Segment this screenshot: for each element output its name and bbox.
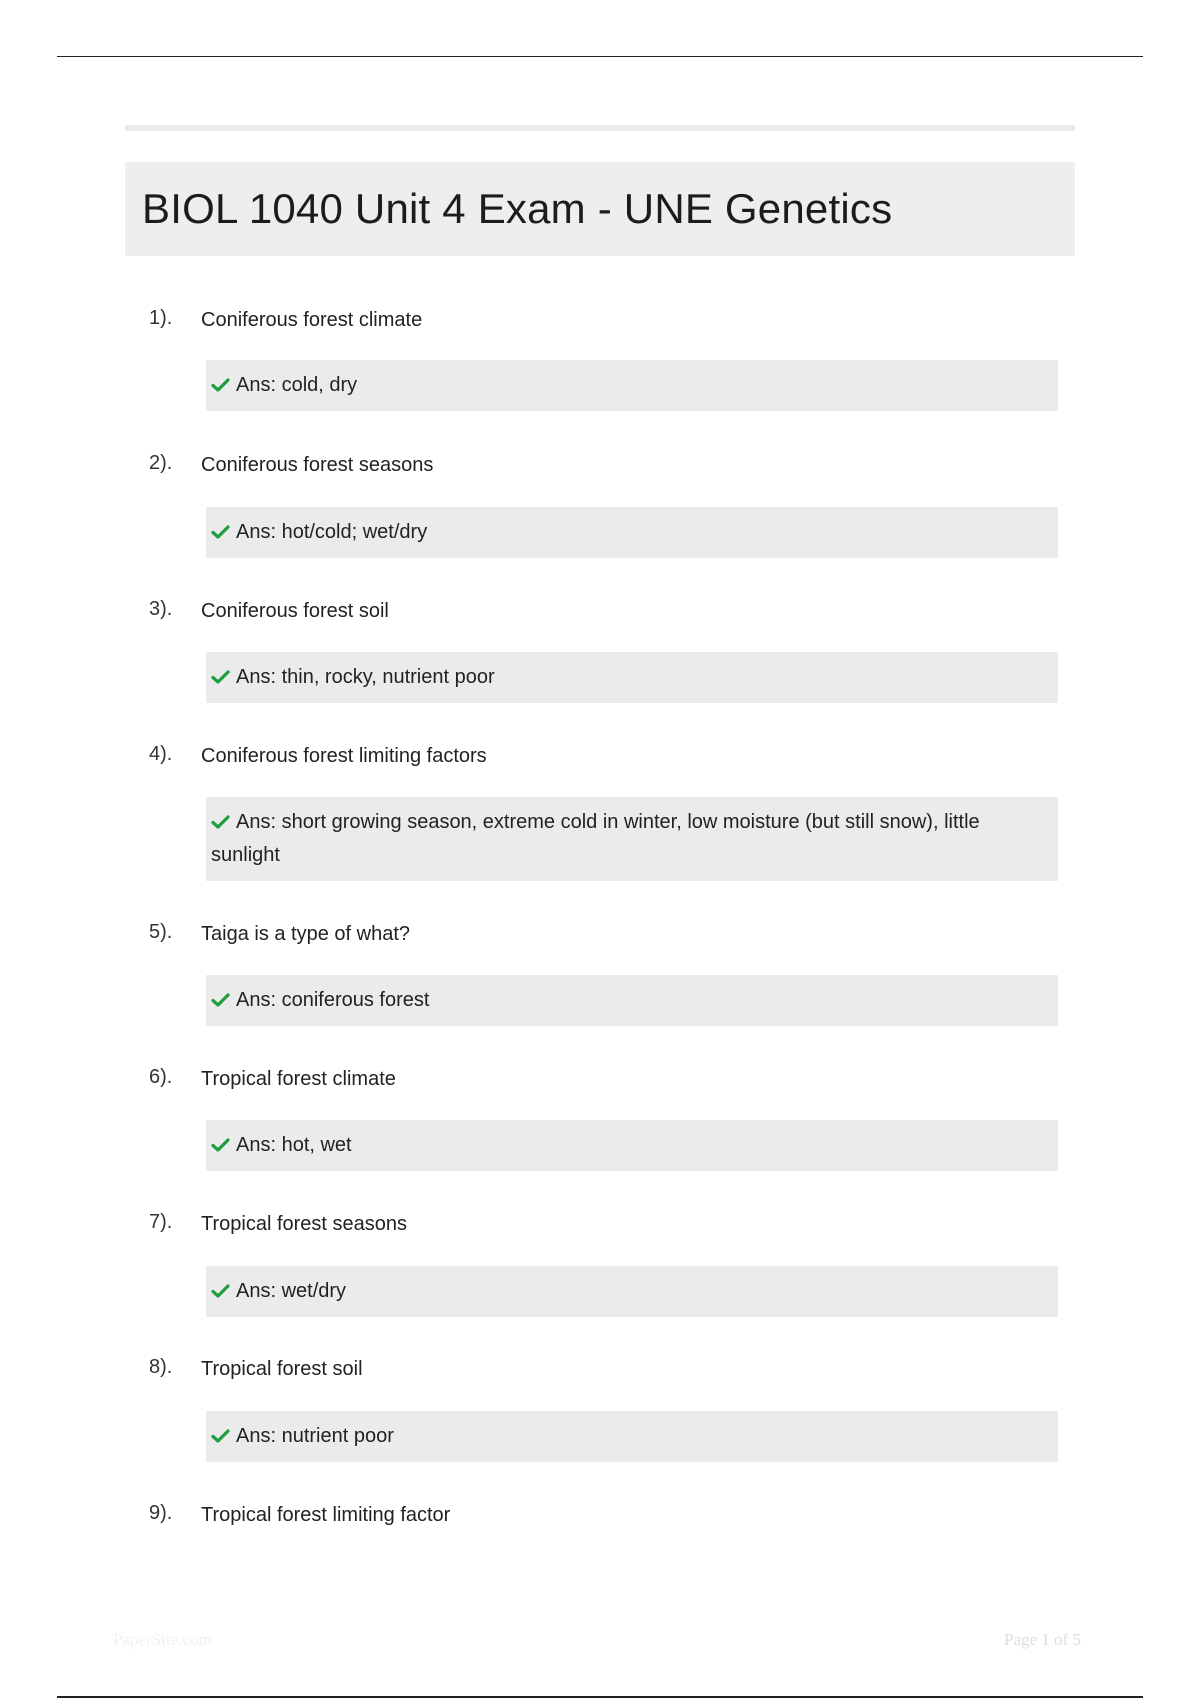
question-text: Coniferous forest soil bbox=[201, 600, 389, 622]
question-item bbox=[0, 452, 1200, 543]
question-text: Coniferous forest limiting factors bbox=[201, 745, 487, 767]
answer-box bbox=[206, 1266, 1058, 1317]
title-banner bbox=[125, 162, 1075, 256]
answer-text: Ans: cold, dry bbox=[236, 374, 358, 396]
check-icon bbox=[211, 1284, 230, 1298]
answer-text: Ans: short growing season, extreme cold in winter, low moisture (but still snow), little sunlight bbox=[211, 811, 980, 866]
answer-box bbox=[206, 507, 1058, 558]
answer-text: Ans: hot, wet bbox=[236, 1134, 352, 1156]
answer-text: Ans: thin, rocky, nutrient poor bbox=[236, 666, 495, 688]
question-item bbox=[0, 1066, 1200, 1156]
answer-box bbox=[206, 652, 1058, 703]
question-number: 6). bbox=[149, 1066, 173, 1088]
question-item bbox=[0, 743, 1200, 866]
question-text: Tropical forest limiting factor bbox=[201, 1504, 451, 1526]
answer-box bbox=[206, 1120, 1058, 1171]
question-text: Tropical forest seasons bbox=[201, 1213, 408, 1235]
answer-box bbox=[206, 797, 1058, 881]
question-text: Coniferous forest seasons bbox=[201, 454, 434, 476]
question-number: 5). bbox=[149, 921, 173, 943]
check-icon bbox=[211, 815, 230, 829]
check-icon bbox=[211, 1138, 230, 1152]
question-number: 7). bbox=[149, 1211, 173, 1233]
question-text: Coniferous forest climate bbox=[201, 309, 423, 331]
bottom-divider bbox=[57, 1696, 1143, 1698]
answer-text: Ans: hot/cold; wet/dry bbox=[236, 521, 428, 543]
check-icon bbox=[211, 1429, 230, 1443]
check-icon bbox=[211, 670, 230, 684]
page-title: BIOL 1040 Unit 4 Exam - UNE Genetics bbox=[142, 185, 893, 232]
question-number: 1). bbox=[149, 307, 173, 329]
answer-text: Ans: wet/dry bbox=[236, 1280, 347, 1302]
question-item bbox=[0, 1502, 1200, 1532]
answer-box bbox=[206, 1411, 1058, 1462]
question-text: Tropical forest soil bbox=[201, 1358, 363, 1380]
question-item bbox=[0, 1211, 1200, 1302]
answer-text: Ans: nutrient poor bbox=[236, 1425, 394, 1447]
question-item bbox=[0, 1356, 1200, 1447]
question-number: 4). bbox=[149, 743, 173, 765]
question-text: Tropical forest climate bbox=[201, 1068, 396, 1090]
answer-box bbox=[206, 360, 1058, 411]
top-divider bbox=[57, 56, 1143, 57]
answer-box bbox=[206, 975, 1058, 1026]
footer-watermark: PaperSite.com bbox=[113, 1630, 212, 1649]
question-item bbox=[0, 307, 1200, 396]
check-icon bbox=[211, 525, 230, 539]
question-number: 8). bbox=[149, 1356, 173, 1378]
question-number: 2). bbox=[149, 452, 173, 474]
answer-text: Ans: coniferous forest bbox=[236, 989, 430, 1011]
title-accent-bar bbox=[125, 125, 1075, 131]
question-item bbox=[0, 598, 1200, 688]
page-number: Page 1 of 5 bbox=[1004, 1630, 1081, 1649]
check-icon bbox=[211, 378, 230, 392]
question-number: 3). bbox=[149, 598, 173, 620]
question-number: 9). bbox=[149, 1502, 173, 1524]
check-icon bbox=[211, 993, 230, 1007]
question-text: Taiga is a type of what? bbox=[201, 923, 411, 945]
question-item bbox=[0, 921, 1200, 1011]
